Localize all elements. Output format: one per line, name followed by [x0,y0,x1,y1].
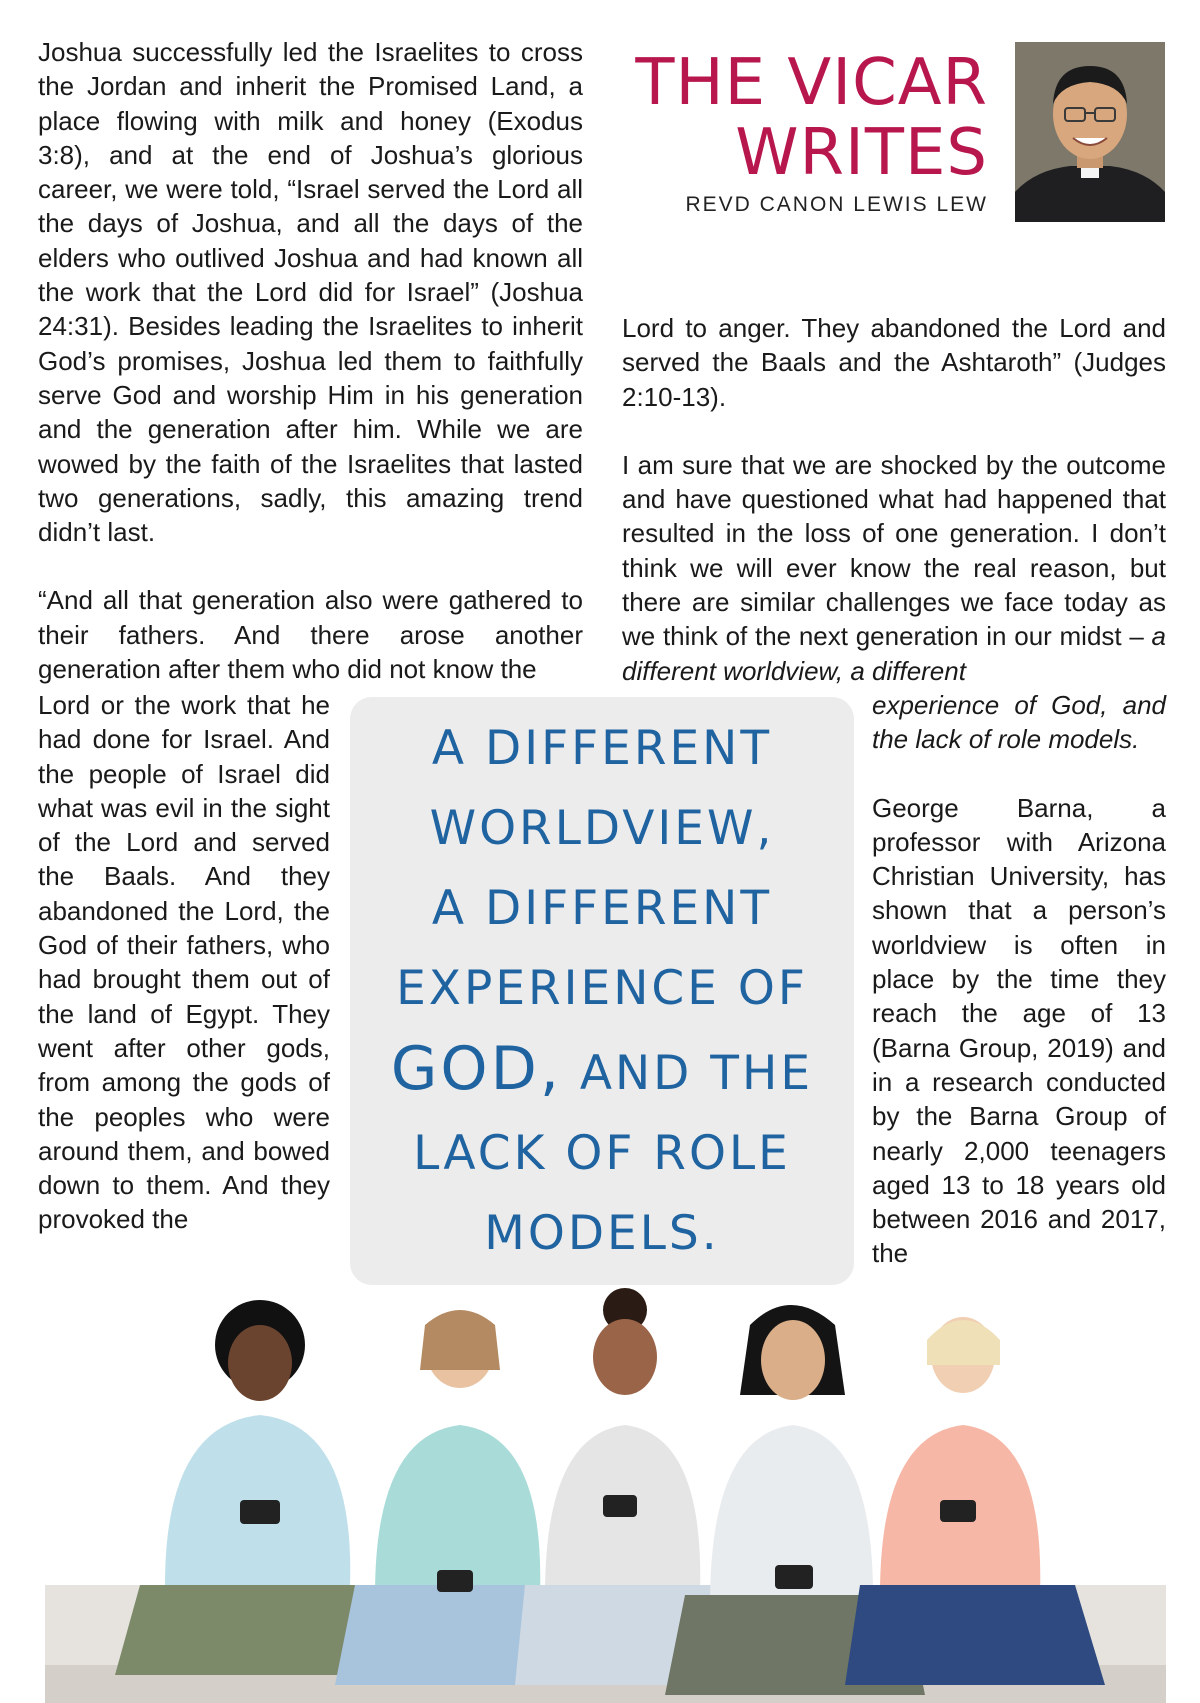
pull-quote-line [391,1029,813,1114]
italic-emphasis: experience of God, and the lack of role models. [872,690,1166,755]
paragraph: “And all that generation also were gathered to their fathers. And there arose another generation after them who did not know the [38,585,583,685]
page-title [608,48,988,188]
article-column-left-bottom [38,688,330,1237]
pull-quote-emphasis: GOD, [390,1033,562,1104]
paragraph: Lord to anger. They abandoned the Lord and served the Baals and the Ashtaroth” (Judges 2:10-13). [622,313,1166,412]
title-line-2: WRITES [735,116,988,190]
pull-quote [350,697,854,1285]
teenagers-photo [45,1285,1166,1703]
italic-emphasis: a different worldview, a different [622,621,1166,686]
paragraph: Joshua successfully led the Israelites to cross the Jordan and inherit the Promised Land, a place flowing with milk and honey (Exodus 3:8), and at the end of Joshua’s glorious career, we were told, “Israel served the Lord all the days of Joshua, and all the days of the elders who outlived Joshua and had known all the work that the Lord did for Israel” (Joshua 24:31). Besides leading the Israelites to inherit God’s promises, Joshua led them to faithfully serve God and worship Him in his generation and the generation after him. While we are wowed by the faith of the Israelites that lasted two generations, sadly, this amazing trend didn’t last. [38,37,583,548]
paragraph-text: I am sure that we are shocked by the outcome and have questioned what had happened that resulted in the loss of one generation. I don’t think we will ever know the real reason, but there are similar challenges we face today as we think of the next generation in our midst – [622,449,1166,652]
paragraph: George Barna, a professor with Arizona Christian University, has shown that a person’s worldview is often in place by the time they reach the age of 13 (Barna Group, 2019) and in a research conducted by the Barna Group of nearly 2,000 teenagers aged 13 to 18 years old between 2016 and 2017, the [872,792,1166,1269]
author-portrait [1015,42,1165,222]
pull-quote-line: MODELS. [484,1205,720,1261]
pull-quote-line: LACK OF ROLE [413,1125,791,1181]
pull-quote-line: A DIFFERENT [431,720,773,776]
pull-quote-line: A DIFFERENT [431,880,773,936]
pull-quote-line: WORLDVIEW, [429,800,775,856]
paragraph [622,448,1166,688]
article-column-right-bottom [872,688,1166,1271]
article-column-right-top [622,311,1166,688]
title-line-1: THE VICAR [635,46,988,120]
pull-quote-text: AND THE [561,1045,814,1101]
pull-quote-line: EXPERIENCE OF [396,960,808,1016]
paragraph: Lord or the work that he had done for Israel. And the people of Israel did what was evil in the sight of the Lord and served the Baals. And they abandoned the Lord, the God of their fathers, who had brought them out of the land of Egypt. They went after other gods, from among the gods of the peoples who were around them, and bowed down to them. And they provoked the [38,690,330,1235]
author-byline: REVD CANON LEWIS LEW [685,193,988,216]
article-column-left-top [38,35,583,686]
